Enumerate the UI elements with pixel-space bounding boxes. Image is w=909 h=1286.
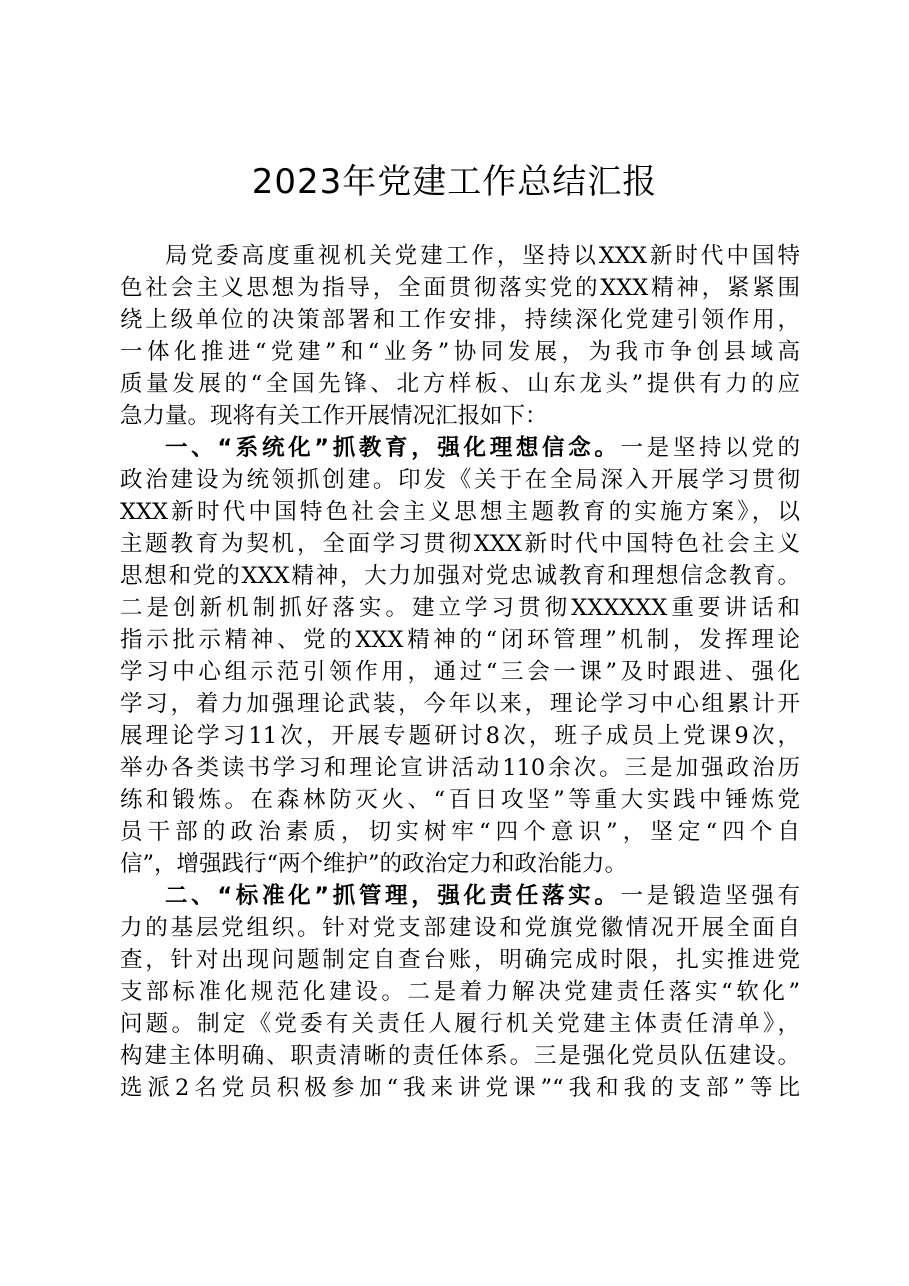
section1-line: 二是创新机制抓好落实。建立学习贯彻XXXXXX重要讲话和 xyxy=(120,595,800,621)
document-body xyxy=(120,240,800,1104)
section2-line: 查，针对出现问题制定自查台账，明确完成时限，扎实推进党 xyxy=(120,947,800,973)
section1-line: 学习，着力加强理论武装，今年以来，理论学习中心组累计开 xyxy=(120,691,800,717)
document-title: 2023年党建工作总结汇报 xyxy=(251,162,658,202)
section1-first-line-text: 一是坚持以党的 xyxy=(620,435,800,461)
section2-line: 选派2名党员积极参加“我来讲党课”“我和我的支部”等比 xyxy=(120,1075,800,1101)
section1-line: 主题教育为契机，全面学习贯彻XXX新时代中国特色社会主义 xyxy=(120,531,800,557)
section2-line: 构建主体明确、职责清晰的责任体系。三是强化党员队伍建设。 xyxy=(120,1043,800,1069)
section1-line: XXX新时代中国特色社会主义思想主题教育的实施方案》，以 xyxy=(120,499,800,525)
section1-line: 学习中心组示范引领作用，通过“三会一课”及时跟进、强化 xyxy=(120,659,800,685)
section2-line: 支部标准化规范化建设。二是着力解决党建责任落实“软化” xyxy=(120,979,800,1005)
section2-heading: 二、“标准化”抓管理，强化责任落实。 xyxy=(165,883,621,909)
section1-line: 政治建设为统领抓创建。印发《关于在全局深入开展学习贯彻 xyxy=(120,467,800,493)
section1-line: 思想和党的XXX精神，大力加强对党忠诚教育和理想信念教育。 xyxy=(120,563,800,589)
section1-line: 举办各类读书学习和理论宣讲活动110余次。三是加强政治历 xyxy=(120,755,800,781)
intro-line: 一体化推进“党建”和“业务”协同发展，为我市争创县域高 xyxy=(120,339,800,365)
section1-line: 员干部的政治素质，切实树牢“四个意识”，坚定“四个自 xyxy=(120,819,800,845)
intro-line: 绕上级单位的决策部署和工作安排，持续深化党建引领作用， xyxy=(120,307,800,333)
section1-heading: 一、“系统化”抓教育，强化理想信念。 xyxy=(165,435,621,461)
section1-first-line xyxy=(120,432,800,464)
section1-line: 练和锻炼。在森林防灭火、“百日攻坚”等重大实践中锤炼党 xyxy=(120,787,800,813)
section2-first-line-text: 一是锻造坚强有 xyxy=(620,883,800,909)
intro-line: 急力量。现将有关工作开展情况汇报如下： xyxy=(120,403,548,429)
intro-line: 质量发展的“全国先锋、北方样板、山东龙头”提供有力的应 xyxy=(120,371,800,397)
section1-line: 展理论学习11次，开展专题研讨8次，班子成员上党课9次， xyxy=(120,723,800,749)
section2-line: 问题。制定《党委有关责任人履行机关党建主体责任清单》， xyxy=(120,1011,800,1037)
intro-line: 局党委高度重视机关党建工作，坚持以XXX新时代中国特 xyxy=(165,243,800,269)
section2-first-line xyxy=(120,880,800,912)
section2-line: 力的基层党组织。针对党支部建设和党旗党徽情况开展全面自 xyxy=(120,915,800,941)
section1-line: 指示批示精神、党的XXX精神的“闭环管理”机制，发挥理论 xyxy=(120,627,800,653)
intro-line: 色社会主义思想为指导，全面贯彻落实党的XXX精神，紧紧围 xyxy=(120,275,800,301)
section1-line: 信”，增强践行“两个维护”的政治定力和政治能力。 xyxy=(120,851,628,877)
